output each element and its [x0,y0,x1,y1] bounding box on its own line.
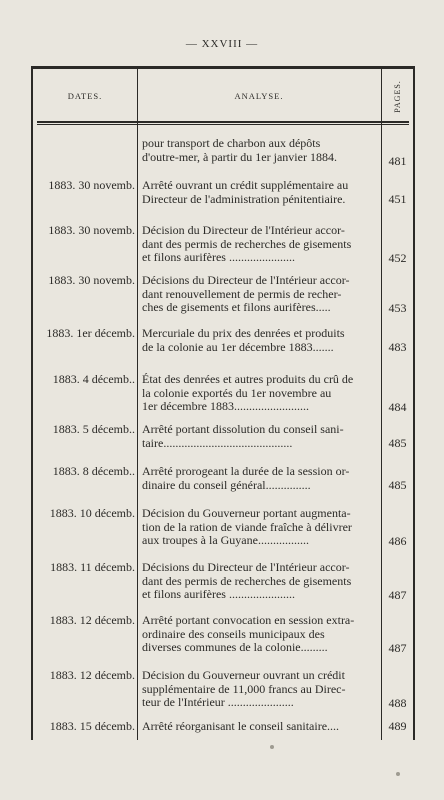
header-pages: PAGES. [393,79,403,113]
index-table [31,66,415,740]
entry-date: 1883. 10 décemb. [49,506,135,520]
entry-page: 485 [388,436,407,450]
page-number: — XXVIII — [185,38,259,50]
entry-date: 1883. 12 décemb. [49,668,135,682]
entry-date: 1883. 30 novemb. [48,273,135,287]
entry-analysis: Décisions du Directeur de l'Intérieur accor- dant renouvellement de permis de recher- ches de gisements et filons aurifères..... [142,273,350,314]
entry-date: 1883. 8 décemb.. [52,464,135,478]
entry-date: 1883. 5 décemb.. [52,422,135,436]
entry-page: 487 [388,588,407,602]
entry-page: 488 [388,696,407,710]
entry-page: 483 [388,340,407,354]
column-divider-dates [137,69,138,740]
entry-page: 489 [388,719,407,733]
entry-date: 1883. 15 décemb. [49,719,135,733]
entry-analysis: Arrêté portant convocation en session extra- ordinaire des conseils municipaux des diverses communes de la colonie......... [142,613,355,654]
entry-analysis: Arrêté prorogeant la durée de la session or- dinaire du conseil général............... [142,464,350,492]
paper-speck [396,772,400,776]
entry-analysis: Arrêté réorganisant le conseil sanitaire.... [142,719,340,733]
entry-page: 453 [388,301,407,315]
entry-analysis: Décision du Directeur de l'Intérieur accor- dant des permis de recherches de gisements et filons aurifères ...................... [142,223,352,264]
entry-date: 1883. 1er décemb. [46,326,135,340]
entry-page: 485 [388,478,407,492]
entry-date: 1883. 4 décemb.. [52,372,135,386]
entry-analysis: pour transport de charbon aux dépôts d'outre-mer, à partir du 1er janvier 1884. [142,136,337,164]
entry-analysis: Arrêté portant dissolution du conseil sani- taire........................................... [142,422,344,450]
entry-analysis: État des denrées et autres produits du crû de la colonie exportés du 1er novembre au 1er décembre 1883......................... [142,372,354,413]
entry-page: 481 [388,154,407,168]
header-analyse: ANALYSE. [234,91,284,101]
entry-page: 484 [388,400,407,414]
entry-analysis: Décisions du Directeur de l'Intérieur accor- dant des permis de recherches de gisements et filons aurifères ...................... [142,560,352,601]
header-pages-cell [382,73,413,119]
entry-analysis: Mercuriale du prix des denrées et produits de la colonie au 1er décembre 1883....... [142,326,345,354]
entry-date: 1883. 11 décemb. [50,560,135,574]
header-rule [37,121,409,123]
entry-page: 451 [388,192,407,206]
entry-page: 487 [388,641,407,655]
entry-analysis: Arrêté ouvrant un crédit supplémentaire au Directeur de l'administration pénitentiaire. [142,178,349,206]
header-dates: DATES. [67,91,103,101]
entry-date: 1883. 30 novemb. [48,223,135,237]
entry-date: 1883. 12 décemb. [49,613,135,627]
paper-speck [270,745,274,749]
entry-analysis: Décision du Gouverneur ouvrant un crédit supplémentaire de 11,000 francs au Direc- teur de l'Intérieur ...................... [142,668,346,709]
entry-date: 1883. 30 novemb. [48,178,135,192]
entry-page: 486 [388,534,407,548]
entry-analysis: Décision du Gouverneur portant augmenta- tion de la ration de viande fraîche à délivrer aux troupes à la Guyane................. [142,506,352,547]
entry-page: 452 [388,251,407,265]
header-rule-thin [37,124,409,125]
